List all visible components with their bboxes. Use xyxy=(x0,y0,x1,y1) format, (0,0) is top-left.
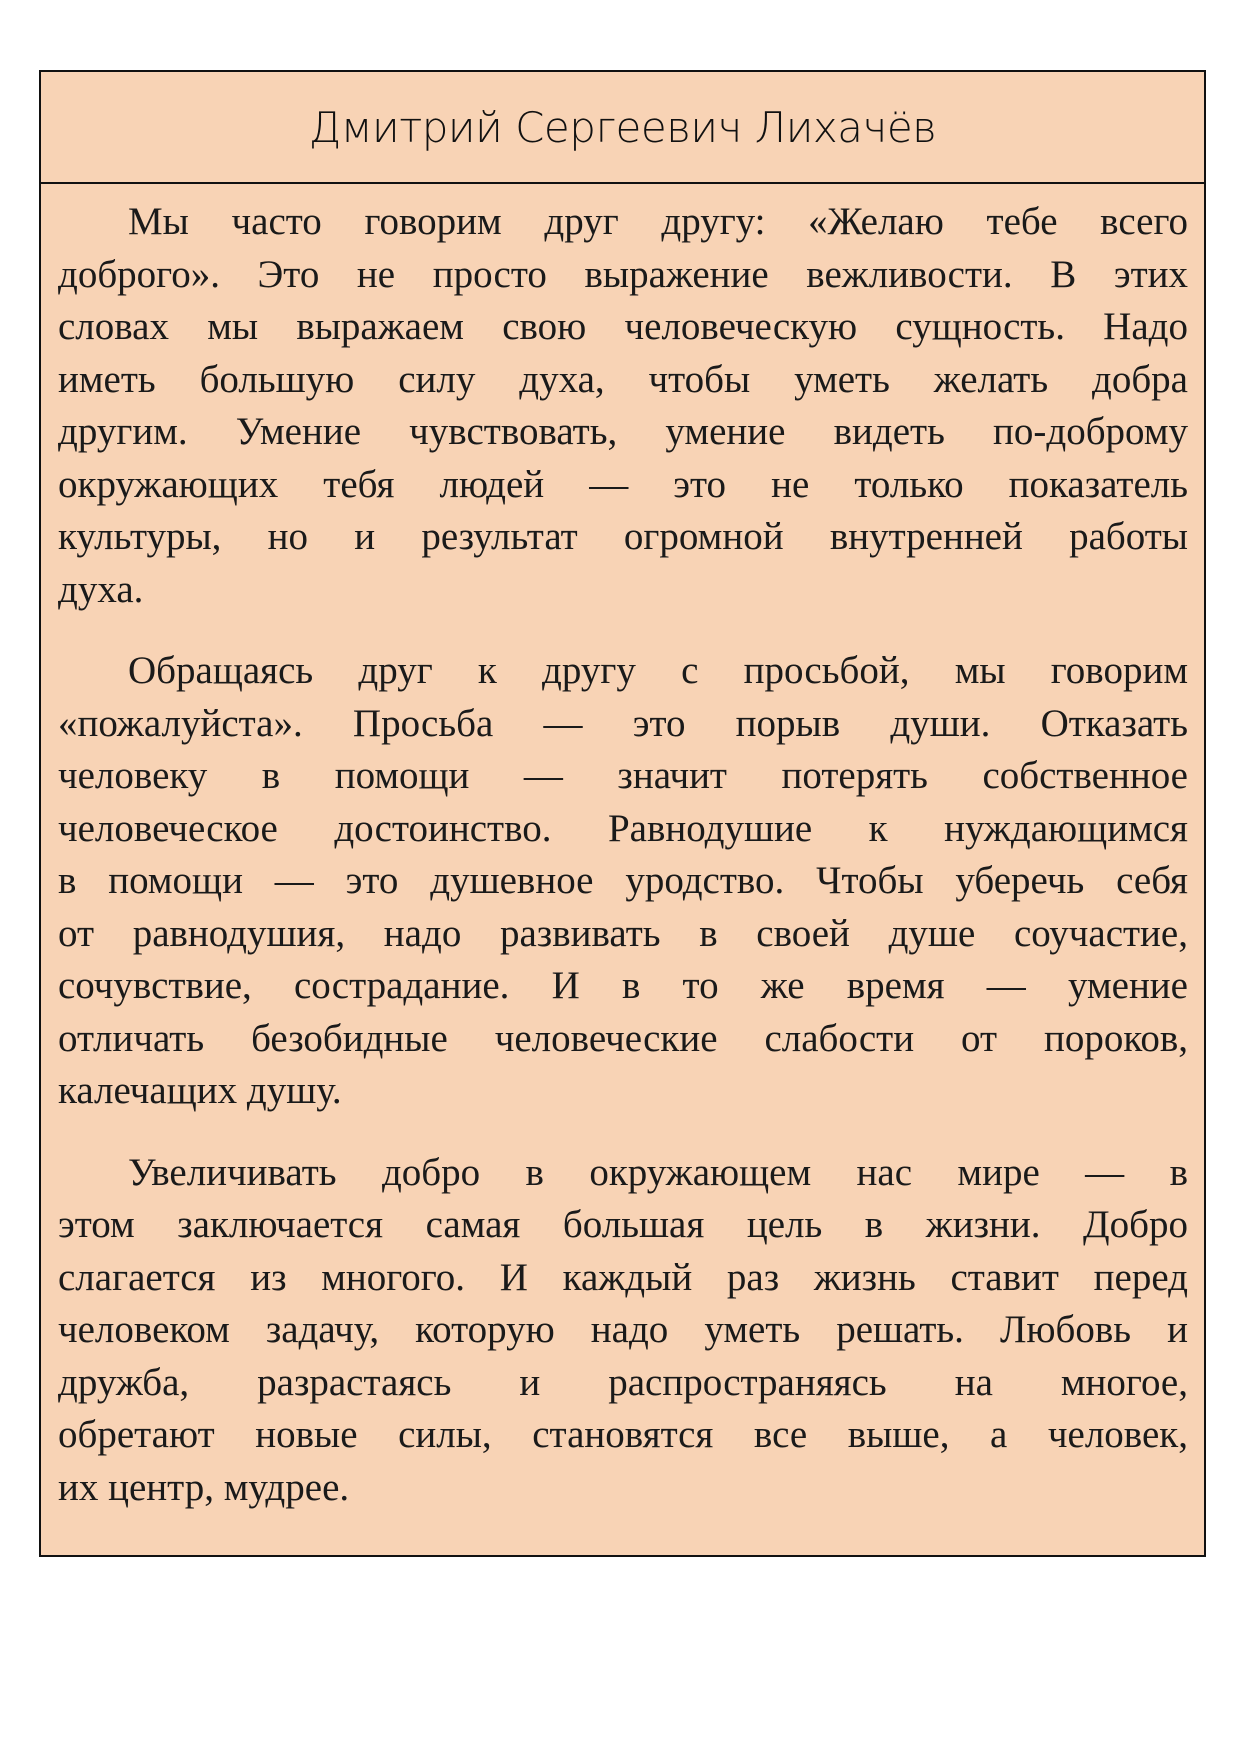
text-line: в помощи — это душевное уродство. Чтобы уберечь себя xyxy=(58,859,1188,902)
text-line: от равнодушия, надо развивать в своей душе соучастие, xyxy=(58,911,1188,955)
text-body xyxy=(41,184,1204,1514)
text-line: слагается из многого. И каждый раз жизнь ставит перед xyxy=(58,1255,1188,1299)
paragraph xyxy=(58,196,1188,616)
text-line: калечащих душу. xyxy=(58,1069,342,1112)
text-line: отличать безобидные человеческие слабости от пороков, xyxy=(58,1016,1188,1060)
text-line: другим. Умение чувствовать, умение видеть по-доброму xyxy=(58,410,1188,453)
paragraph xyxy=(58,645,1188,1118)
text-line: Увеличивать добро в окружающем нас мире — в xyxy=(128,1150,1188,1194)
text-line: человеком задачу, которую надо уметь решать. Любовь и xyxy=(58,1308,1188,1351)
text-line: Мы часто говорим друг другу: «Желаю тебе всего xyxy=(128,200,1188,243)
text-line: доброго». Это не просто выражение вежливости. В этих xyxy=(58,252,1188,296)
text-card xyxy=(39,70,1206,1557)
text-line: обретают новые силы, становятся все выше, а человек, xyxy=(58,1413,1188,1456)
author-title: Дмитрий Сергеевич Лихачёв xyxy=(41,72,1204,184)
text-line: окружающих тебя людей — это не только показатель xyxy=(58,462,1188,506)
text-line: Обращаясь друг к другу с просьбой, мы говорим xyxy=(128,649,1188,692)
text-line: дружба, разрастаясь и распространяясь на многое, xyxy=(58,1360,1188,1404)
text-line: «пожалуйста». Просьба — это порыв души. Отказать xyxy=(58,701,1188,745)
text-line: культуры, но и результат огромной внутренней работы xyxy=(58,515,1188,558)
text-line: иметь большую силу духа, чтобы уметь желать добра xyxy=(58,357,1188,401)
text-line: их центр, мудрее. xyxy=(58,1465,350,1509)
text-line: человеку в помощи — значит потерять собственное xyxy=(58,754,1188,797)
text-line: словах мы выражаем свою человеческую сущность. Надо xyxy=(58,305,1188,348)
text-line: сочувствие, сострадание. И в то же время — умение xyxy=(58,964,1188,1007)
text-line: человеческое достоинство. Равнодушие к нуждающимся xyxy=(58,806,1188,850)
text-line: духа. xyxy=(58,567,144,611)
paragraph xyxy=(58,1147,1188,1515)
text-line: этом заключается самая большая цель в жизни. Добро xyxy=(58,1203,1188,1246)
